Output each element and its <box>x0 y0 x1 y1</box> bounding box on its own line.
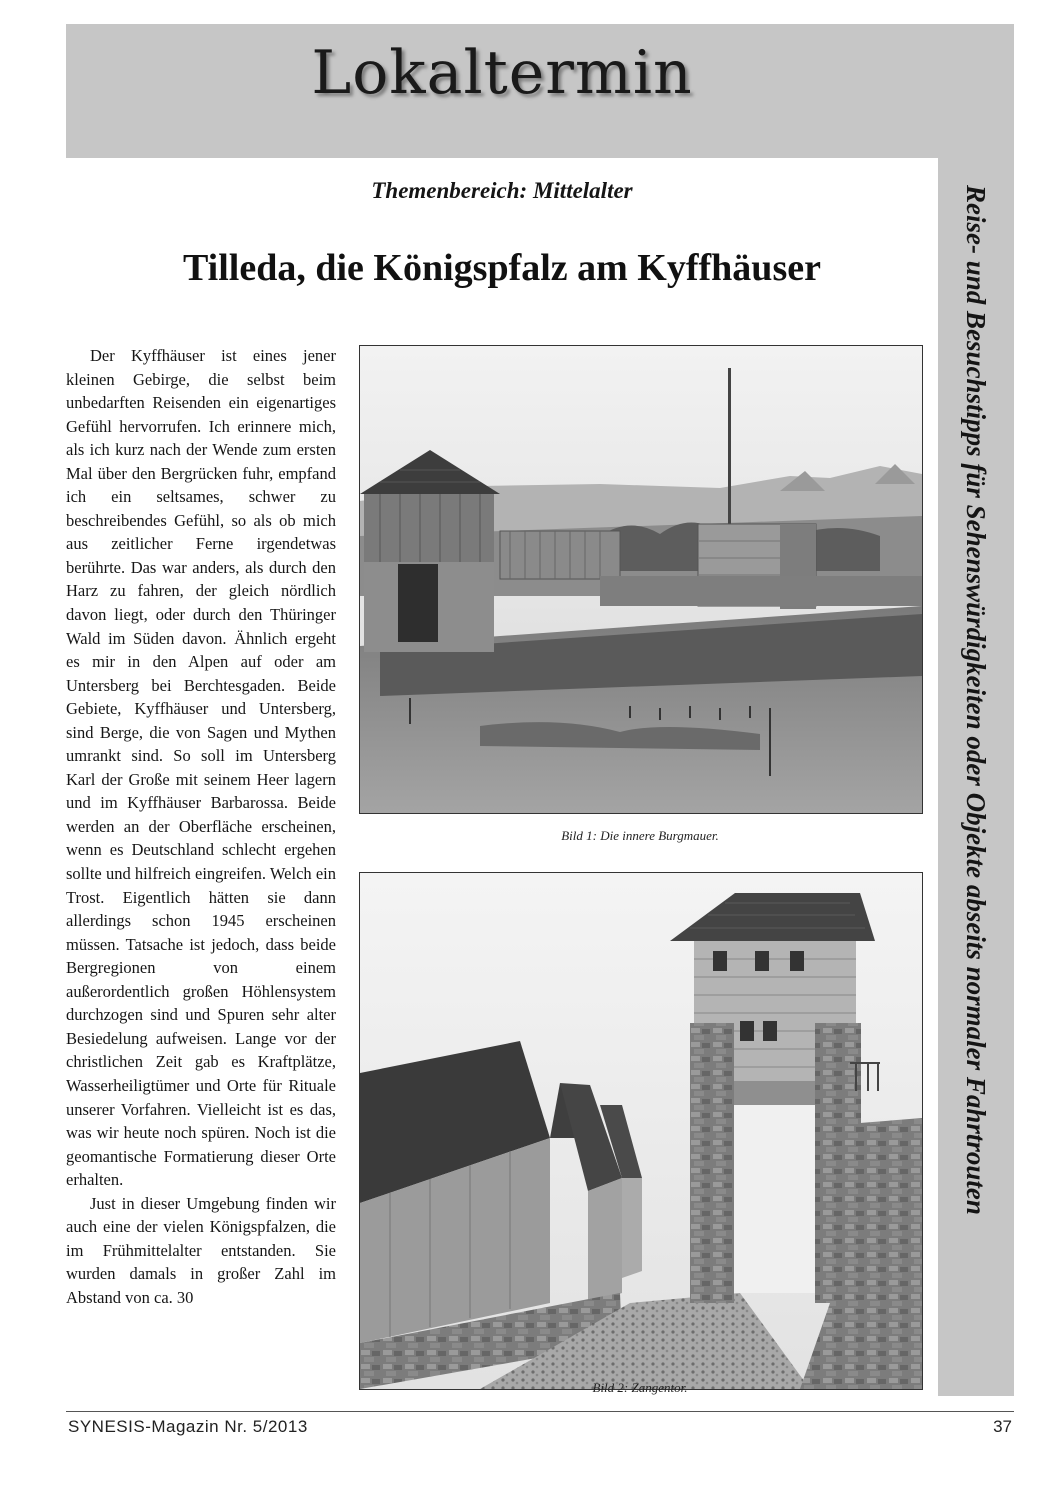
page-number: 37 <box>993 1417 1012 1436</box>
paragraph-1: Der Kyffhäuser ist eines jener kleinen Gebirge, die selbst beim unbedarften Reisenden ein eigenartiges Gefühl hervorrufen. Ich erinnere mich, als ich kurz nach der Wende zum ersten Mal über den Bergrücken fuhr, empfand ich ein seltsames, schwer zu beschreibendes Gefühl, so als ob mich aus zeitlicher Ferne irgendetwas berührte. Das war anders, als durch den Harz zu fahren, der gleich nördlich davon liegt, oder durch den Thüringer Wald im Süden davon. Ähnlich ergeht es mir in den Alpen auf oder am Untersberg bei Berchtesgaden. Beide Gebiete, Kyffhäuser und Untersberg, sind Berge, die von Sagen und Mythen umrankt sind. So soll im Untersberg Karl der Große mit seinem Heer lagern und im Kyffhäuser Barbarossa. Beide werden an der Oberfläche erscheinen, wenn es Deutschland schlecht ergehen sollte und hilfreich eingreifen. Welch ein Trost. Eigentlich hätten sie dann allerdings schon 1945 erscheinen müssen. Tatsache ist jedoch, dass beide Bergregionen von einem außerordentlich großen Höhlensystem durchzogen sind und Spuren sehr alter Besiedelung aufweisen. Lange vor der christlichen Zeit gab es Kraftplätze, Wasserheiligtümer und Orte für Rituale unserer Vorfahren. Vielleicht ist es das, was wir heute noch spüren. Noch ist die geomantische Formatierung dieser Orte erhalten. <box>66 346 336 1190</box>
photo-gate-tower <box>359 872 923 1390</box>
photo-inner-castle-wall <box>359 345 923 814</box>
side-banner-text: Reise- und Besuchstipps für Sehenswürdigkeiten oder Objekte abseits normaler Fahrtrouten <box>961 185 991 1215</box>
figure-caption-2: Bild 2: Zangentor. <box>592 1380 688 1395</box>
section-title: Lokaltermin <box>311 38 693 108</box>
article-body <box>66 344 336 1309</box>
figure-caption-1: Bild 1: Die innere Burgmauer. <box>561 828 719 843</box>
theme-subtitle: Themenbereich: Mittelalter <box>371 178 633 203</box>
article-title: Tilleda, die Königspfalz am Kyffhäuser <box>183 247 821 289</box>
footer-divider <box>66 1411 1014 1412</box>
footer-magazine-title: SYNESIS-Magazin Nr. 5/2013 <box>68 1417 308 1436</box>
paragraph-2: Just in dieser Umgebung finden wir auch eine der vielen Königspfalzen, die im Frühmittelalter entstanden. Sie wurden damals in großer Zahl im Abstand von ca. 30 <box>66 1193 336 1307</box>
